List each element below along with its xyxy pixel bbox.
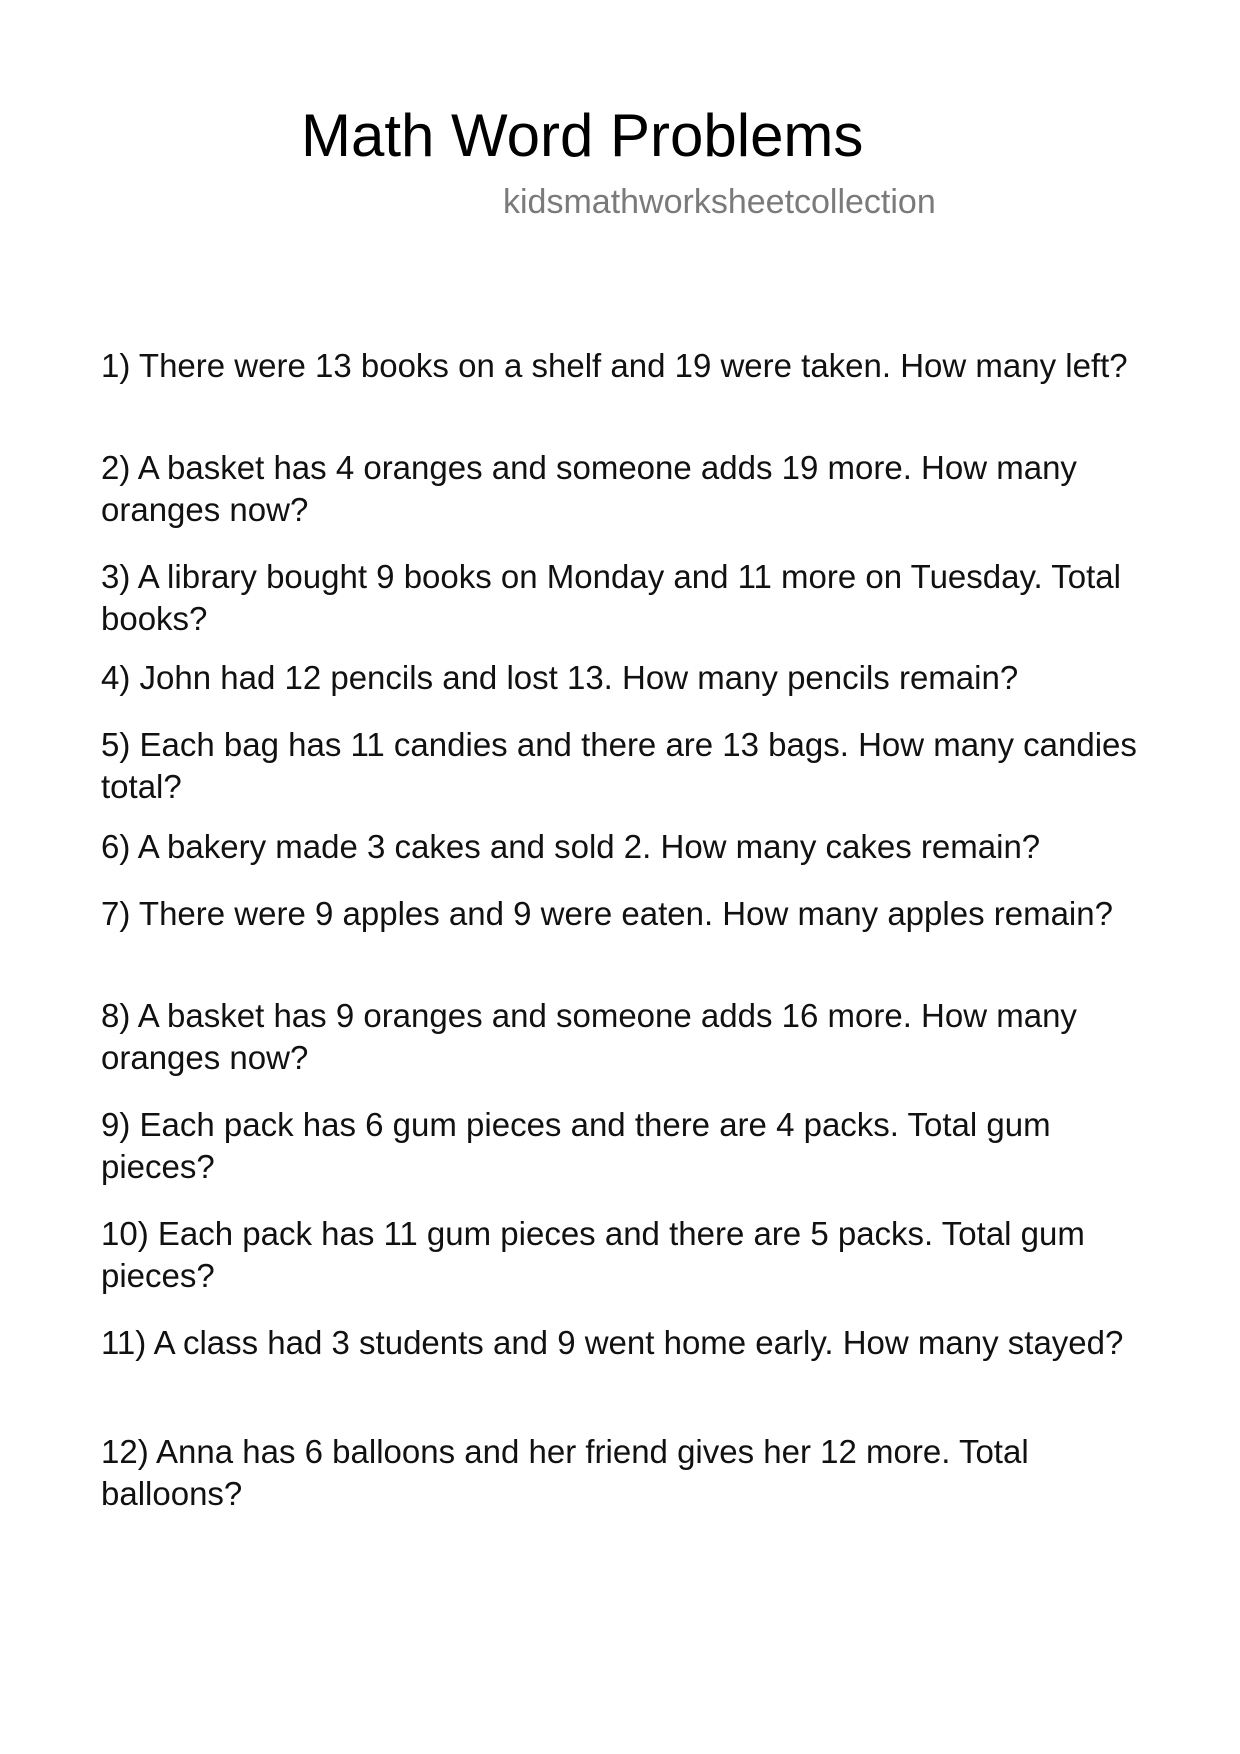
problem-item: 2) A basket has 4 oranges and someone adds 19 more. How many oranges now? <box>101 449 1077 528</box>
problem-item: 7) There were 9 apples and 9 were eaten. How many apples remain? <box>101 895 1113 932</box>
problem-item: 4) John had 12 pencils and lost 13. How many pencils remain? <box>101 659 1019 696</box>
page-title: Math Word Problems <box>301 102 864 169</box>
problem-item: 12) Anna has 6 balloons and her friend gives her 12 more. Total balloons? <box>101 1433 1029 1512</box>
problem-item: 11) A class had 3 students and 9 went home early. How many stayed? <box>101 1324 1124 1361</box>
problem-item: 3) A library bought 9 books on Monday and 11 more on Tuesday. Total books? <box>101 558 1121 637</box>
problem-item: 5) Each bag has 11 candies and there are 13 bags. How many candies total? <box>101 726 1137 805</box>
problem-item: 8) A basket has 9 oranges and someone adds 16 more. How many oranges now? <box>101 997 1077 1076</box>
source-label: kidsmathworksheetcollection <box>503 183 936 221</box>
problem-item: 9) Each pack has 6 gum pieces and there are 4 packs. Total gum pieces? <box>101 1106 1051 1185</box>
problem-item: 10) Each pack has 11 gum pieces and there are 5 packs. Total gum pieces? <box>101 1215 1085 1294</box>
problem-item: 1) There were 13 books on a shelf and 19 were taken. How many left? <box>101 347 1128 384</box>
problem-item: 6) A bakery made 3 cakes and sold 2. How many cakes remain? <box>101 828 1041 865</box>
